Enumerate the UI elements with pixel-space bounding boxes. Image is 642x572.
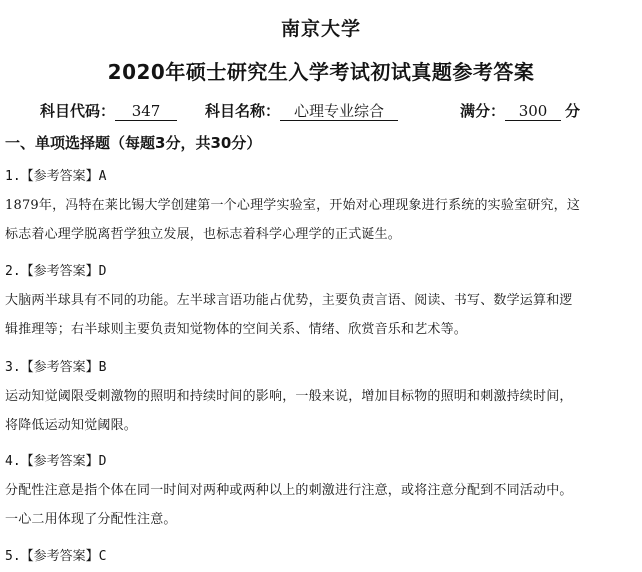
answer-label: 【参考答案】 <box>20 264 99 279</box>
answer-heading <box>5 545 107 564</box>
subject-name-value: 心理专业综合 <box>280 102 398 121</box>
answer-explanation <box>5 286 637 344</box>
subject-name <box>205 100 398 121</box>
full-score-label: 满分： <box>460 102 506 120</box>
question-number: 5. <box>5 549 21 564</box>
explanation-line: 分配性注意是指个体在同一时间对两种或两种以上的刺激进行注意，或将注意分配到不同活动中。 <box>5 483 573 498</box>
subject-code-value: 347 <box>115 102 177 121</box>
full-score-value: 300 <box>505 102 561 121</box>
answer-explanation <box>5 476 637 534</box>
question-number: 1. <box>5 169 21 184</box>
full-score-unit: 分 <box>565 102 581 120</box>
explanation-line: 大脑两半球具有不同的功能。左半球言语功能占优势，主要负责言语、阅读、书写、数学运算和逻 <box>5 293 573 308</box>
answer-explanation <box>5 191 637 249</box>
explanation-line: 辑推理等；右半球则主要负责知觉物体的空间关系、情绪、欣赏音乐和艺术等。 <box>5 322 468 337</box>
answer-letter: A <box>98 169 107 184</box>
answer-label: 【参考答案】 <box>20 169 99 184</box>
answer-label: 【参考答案】 <box>20 360 99 375</box>
subject-name-label: 科目名称： <box>205 102 281 120</box>
answer-label: 【参考答案】 <box>20 549 99 564</box>
answer-heading <box>5 165 107 184</box>
answer-letter: D <box>98 454 107 469</box>
subject-code <box>40 100 177 121</box>
exam-title: 2020年硕士研究生入学考试初试真题参考答案 <box>107 60 535 84</box>
explanation-line: 一心二用体现了分配性注意。 <box>5 512 177 527</box>
full-score <box>460 100 580 121</box>
explanation-line: 运动知觉阈限受刺激物的照明和持续时间的影响，一般来说，增加目标物的照明和刺激持续时间， <box>5 389 573 404</box>
answer-heading <box>5 260 107 279</box>
question-number: 3. <box>5 360 21 375</box>
subject-code-label: 科目代码： <box>40 102 116 120</box>
answer-explanation <box>5 382 637 440</box>
answer-heading <box>5 356 107 375</box>
answer-letter: C <box>98 549 107 564</box>
answer-heading <box>5 450 107 469</box>
university-name: 南京大学 <box>280 18 361 40</box>
explanation-line: 1879年，冯特在莱比锡大学创建第一个心理学实验室，开始对心理现象进行系统的实验室研究，这 <box>5 198 581 213</box>
question-number: 4. <box>5 454 21 469</box>
section-heading: 一、单项选择题（每题3分，共30分） <box>5 134 262 152</box>
answer-letter: B <box>98 360 107 375</box>
explanation-line: 将降低运动知觉阈限。 <box>5 418 138 433</box>
answer-letter: D <box>98 264 107 279</box>
question-number: 2. <box>5 264 21 279</box>
explanation-line: 标志着心理学脱离哲学独立发展，也标志着科学心理学的正式诞生。 <box>5 227 402 242</box>
answer-label: 【参考答案】 <box>20 454 99 469</box>
